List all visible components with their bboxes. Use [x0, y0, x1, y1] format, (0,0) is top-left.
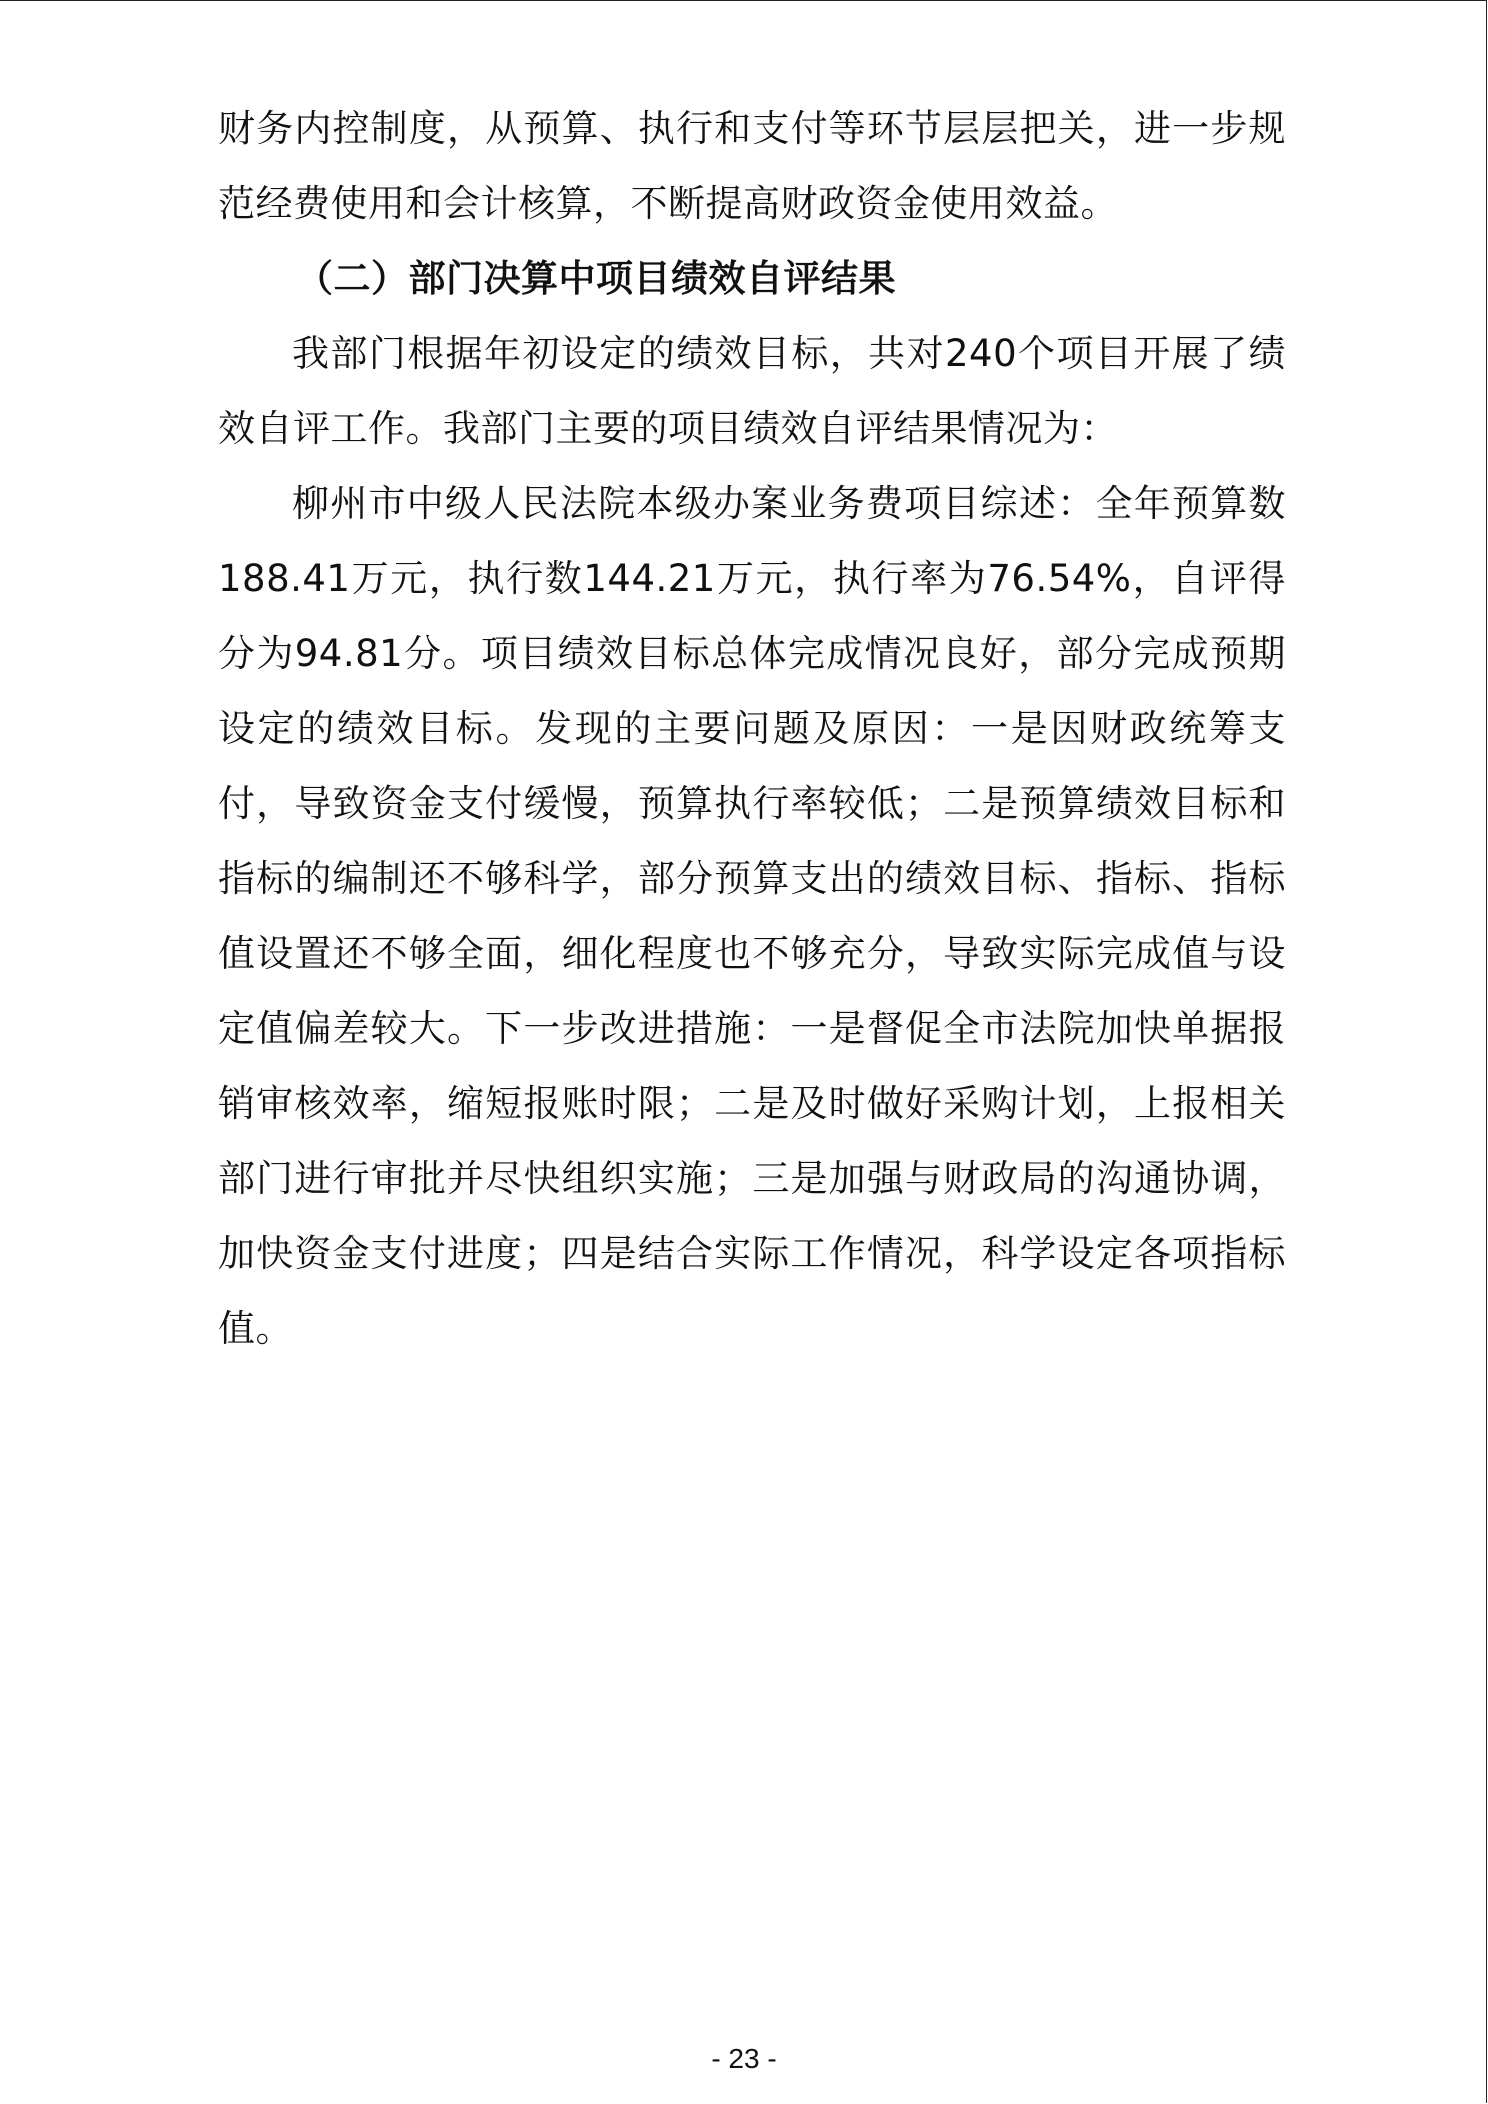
page-number: - 23 -	[711, 2043, 777, 2074]
section-heading: （二）部门决算中项目绩效自评结果	[296, 257, 896, 300]
paragraph-intro: 我部门根据年初设定的绩效目标，共对240个项目开展了绩效自评工作。我部门主要的项目绩效自评结果情况为：	[218, 332, 1286, 450]
paragraph-continuation: 财务内控制度，从预算、执行和支付等环节层层把关，进一步规范经费使用和会计核算，不断提高财政资金使用效益。	[218, 107, 1286, 225]
paragraph-project-summary: 柳州市中级人民法院本级办案业务费项目综述：全年预算数188.41万元，执行数144.21万元，执行率为76.54%，自评得分为94.81分。项目绩效目标总体完成情况良好，部分完成预期设定的绩效目标。发现的主要问题及原因：一是因财政统筹支付，导致资金支付缓慢，预算执行率较低；二是预算绩效目标和指标的编制还不够科学，部分预算支出的绩效目标、指标、指标值设置还不够全面，细化程度也不够充分，导致实际完成值与设定值偏差较大。下一步改进措施：一是督促全市法院加快单据报销审核效率，缩短报账时限；二是及时做好采购计划，上报相关部门进行审批并尽快组织实施；三是加强与财政局的沟通协调，加快资金支付进度；四是结合实际工作情况，科学设定各项指标值。	[218, 482, 1286, 1350]
